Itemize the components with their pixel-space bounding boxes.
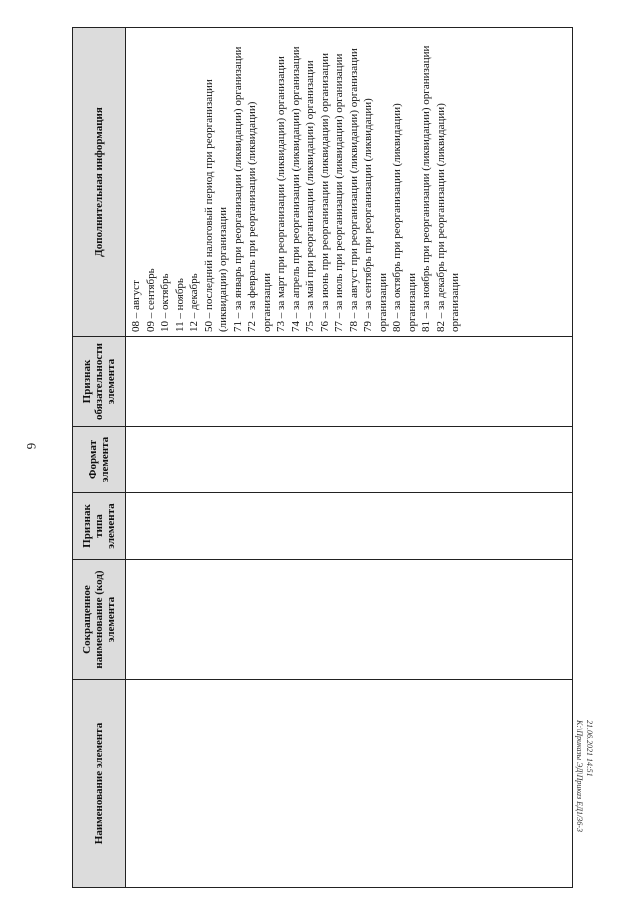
list-item: 79 – за сентябрь при реорганизации (ликвидации) организации [362, 98, 389, 332]
list-item: 74 – за апрель при реорганизации (ликвидации) организации [289, 46, 302, 332]
header-element-type: Признак типа элемента [73, 493, 126, 560]
list-item: 08 – август [130, 280, 142, 332]
list-item: 77 – за июль при реорганизации (ликвидации) организации [333, 53, 345, 332]
header-mandatory-flag: Признак обязательности элемента [73, 337, 126, 427]
header-element-format: Формат элемента [73, 427, 126, 493]
footer-file-path: K:\Приказы ЭД\Приказ ЕД1/36-3 [575, 720, 584, 832]
list-item: 76 – за июнь при реорганизации (ликвидации) организации [318, 52, 331, 332]
list-item: 81 – за ноябрь при реорганизации (ликвидации) организации [420, 45, 432, 332]
page-number: 6 [24, 442, 39, 450]
header-element-name: Наименование элемента [73, 680, 126, 888]
list-item: 12 – декабрь [188, 273, 200, 332]
list-item: 73 – за март при реорганизации (ликвидации) организации [275, 56, 287, 332]
cell-additional-info [126, 28, 573, 337]
footer-timestamp: 21.06.2021 14:51 [585, 720, 594, 777]
list-item: 75 – за май при реорганизации (ликвидации) организации [304, 60, 316, 332]
header-additional-info: Дополнительная информация [73, 28, 126, 337]
document-footer [566, 720, 594, 920]
list-item: 78 – за август при реорганизации (ликвидации) организации [347, 48, 360, 332]
list-item: 80 – за октябрь при реорганизации (ликвидации) организации [391, 103, 418, 332]
table-row [126, 28, 573, 888]
cell-element-type [126, 493, 573, 560]
list-item: 11 – ноябрь [173, 278, 186, 332]
cell-short-name-code [126, 560, 573, 680]
cell-element-format [126, 427, 573, 493]
list-item: 72 – за февраль при реорганизации (ликвидации) организации [246, 101, 273, 332]
table-header-row [73, 28, 126, 888]
additional-info-list [129, 32, 463, 332]
list-item: 50 – последний налоговый период при реорганизации (ликвидации) организации [202, 79, 229, 332]
list-item: 10 – октябрь [159, 273, 171, 332]
rotated-page-content [72, 28, 572, 888]
list-item: 09 – сентябрь [144, 268, 157, 332]
cell-element-name [126, 680, 573, 888]
header-short-name-code: Сокращенное наименование (код) элемента [73, 560, 126, 680]
list-item: 71 – за январь при реорганизации (ликвидации) организации [231, 46, 244, 332]
cell-mandatory-flag [126, 337, 573, 427]
list-item: 82 – за декабрь при реорганизации (ликвидации) организации [434, 103, 461, 332]
element-table [72, 27, 573, 888]
